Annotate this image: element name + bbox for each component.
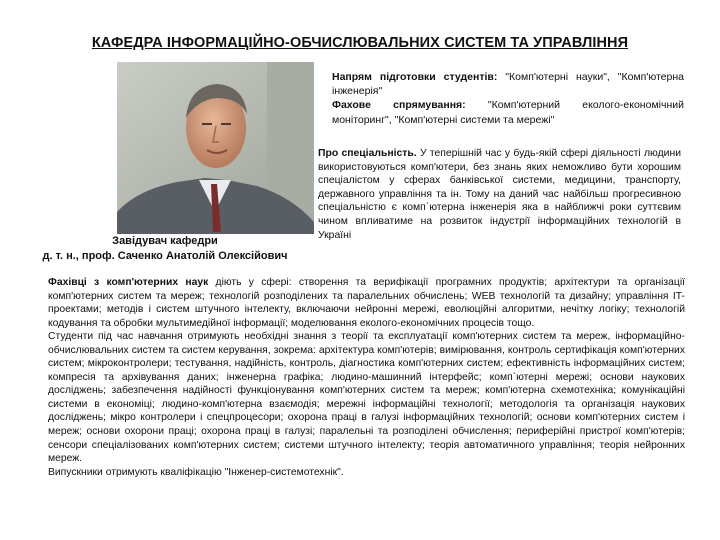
profile-value: "Комп'ютерний еколого-економічний моніторинг", "Комп'ютерні системи та мережі" (332, 99, 684, 126)
experts-label: Фахівці з комп'ютерних наук (48, 277, 209, 288)
head-name: д. т. н., проф. Саченко Анатолій Олексійович (42, 249, 288, 262)
graduates-text: Випускники отримують кваліфікацію "Інженер-системотехнік". (48, 466, 344, 478)
experts-text: діють у сфері: створення та верифікації програмних продуктів; архітектури та організації комп'ютерних систем та мереж; технологій розподілених та паралельних обчислень; WEB технологій та дизайну; управління IT-проектами; методів і систем штучного інтелекту, включаючи нейронні мережі, еволюційні алгоритми, нечітку логіку; технологій кодування та обробки мультимедійної інформації; моделювання еколого-економічних процесів тощо. (48, 277, 685, 329)
about-label: Про спеціальність. (318, 148, 417, 159)
about-specialty (318, 147, 681, 242)
direction-label: Напрям підготовки студентів: (332, 71, 498, 83)
head-portrait-photo (117, 62, 314, 234)
portrait-icon (117, 62, 314, 234)
specialization-block (332, 70, 684, 127)
direction-value: "Комп'ютерні науки", "Комп'ютерна інженерія" (332, 71, 685, 98)
head-caption (20, 234, 310, 263)
page-title: КАФЕДРА ІНФОРМАЦІЙНО-ОБЧИСЛЮВАЛЬНИХ СИСТЕМ ТА УПРАВЛІННЯ (91, 35, 629, 51)
main-text (48, 276, 685, 479)
head-role: Завідувач кафедри (112, 235, 218, 247)
students-text: Студенти під час навчання отримують необхідні знання з теорії та експлуатації комп'ютерних систем та мереж, інформаційно-обчислювальних систем та систем керування, зокрема: архітектура комп'ютерів; вимірювання, контроль сертифікація комп'ютерних систем; мікроконтролери; тестування, надійність, контроль, діагностика комп'ютерних систем; ефективність інформаційних систем; компресія та архівування даних; інженерна графіка; людино-машинний інтерфейс; комп`ютерні мережі; основи наукових досліджень; забезпечення надійності функціонування комп'ютерних систем та мереж; комп'ютерна схемотехніка; комунікаційні системи в економіці; людино-комп'ютерна взаємодія; мережні інформаційні технології; методологія та організація наукових досліджень; мікро контролери і спецпроцесори; охорона праці в галузі інформаційних технологій; основи комп'ютерних систем і мереж; основи охорони праці; охорона праці в галузі; паралельні та розподілені обчислення; периферійні пристрої комп'ютерів; сенсори спеціалізованих комп'ютерних систем; системи штучного інтелекту; теорія автоматичного управління; теорія нейронних мереж. (48, 331, 685, 465)
profile-label: Фахове спрямування: (332, 99, 466, 112)
about-text: У теперішній час у будь-якій сфері діяльності людини використовуються комп'ютери, без знань яких неможливо бути хорошим спеціалістом у сферах банківської системи, медицини, транспорту, державного управління та ін. Тому на даний час найбільш прогресивною спеціальністю є комп`ютерна інженерія яка в найближчі роки суттєвим чином впливатиме на розвиток індустрії інформаційних технологій в Україні (318, 148, 681, 241)
